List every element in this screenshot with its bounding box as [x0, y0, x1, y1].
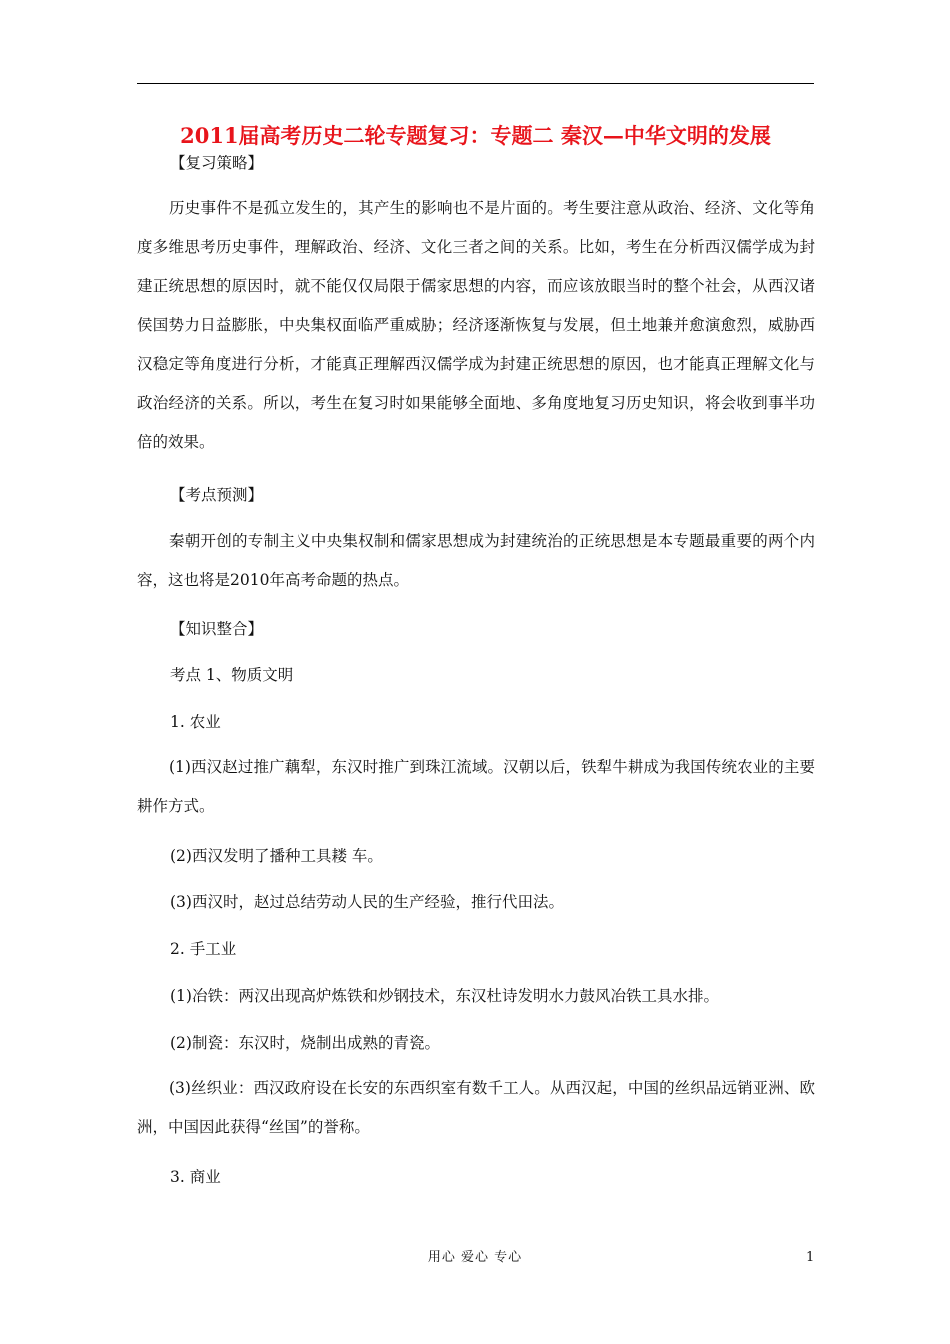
handicraft-item-3: (3)丝织业：西汉政府设在长安的东西织室有数千工人。从西汉起，中国的丝织品远销亚洲、欧洲，中国因此获得“丝国”的誉称。	[137, 1079, 815, 1136]
commerce-heading: 3. 商业	[170, 1168, 221, 1186]
forecast-paragraph: 秦朝开创的专制主义中央集权制和儒家思想成为封建统治的正统思想是本专题最重要的两个内容，这也将是2010年高考命题的热点。	[137, 532, 815, 589]
agriculture-item-2: (2)西汉发明了播种工具耧 车。	[170, 847, 383, 865]
handicraft-item-1: (1)冶铁：两汉出现高炉炼铁和炒钢技术，东汉杜诗发明水力鼓风冶铁工具水排。	[170, 987, 719, 1005]
handicraft-heading: 2. 手工业	[170, 940, 237, 958]
strategy-paragraph: 历史事件不是孤立发生的，其产生的影响也不是片面的。考生要注意从政治、经济、文化等角度多维思考历史事件，理解政治、经济、文化三者之间的关系。比如，考生在分析西汉儒学成为封建正统思想的原因时，就不能仅仅局限于儒家思想的内容，而应该放眼当时的整个社会，从西汉诸侯国势力日益膨胀，中央集权面临严重威胁；经济逐渐恢复与发展，但土地兼并愈演愈烈，威胁西汉稳定等角度进行分析，才能真正理解西汉儒学成为封建正统思想的原因，也才能真正理解文化与政治经济的关系。所以，考生在复习时如果能够全面地、多角度地复习历史知识，将会收到事半功倍的效果。	[137, 199, 815, 451]
handicraft-item-2: (2)制瓷：东汉时，烧制出成熟的青瓷。	[170, 1034, 440, 1052]
header-rule	[137, 83, 814, 84]
document-title: 2011届高考历史二轮专题复习：专题二 秦汉—中华文明的发展	[180, 123, 771, 148]
knowledge-heading: 【知识整合】	[170, 620, 264, 638]
agriculture-heading: 1. 农业	[170, 713, 221, 731]
forecast-heading: 【考点预测】	[170, 486, 264, 504]
strategy-heading: 【复习策略】	[170, 154, 264, 172]
footer-motto: 用心 爱心 专心	[427, 1250, 523, 1265]
agriculture-item-1: (1)西汉赵过推广藕犁，东汉时推广到珠江流域。汉朝以后，铁犁牛耕成为我国传统农业的主要耕作方式。	[137, 758, 815, 815]
point-1-heading: 考点 1、物质文明	[170, 666, 294, 684]
page-number: 1	[806, 1250, 815, 1265]
agriculture-item-3: (3)西汉时，赵过总结劳动人民的生产经验，推行代田法。	[170, 893, 564, 911]
